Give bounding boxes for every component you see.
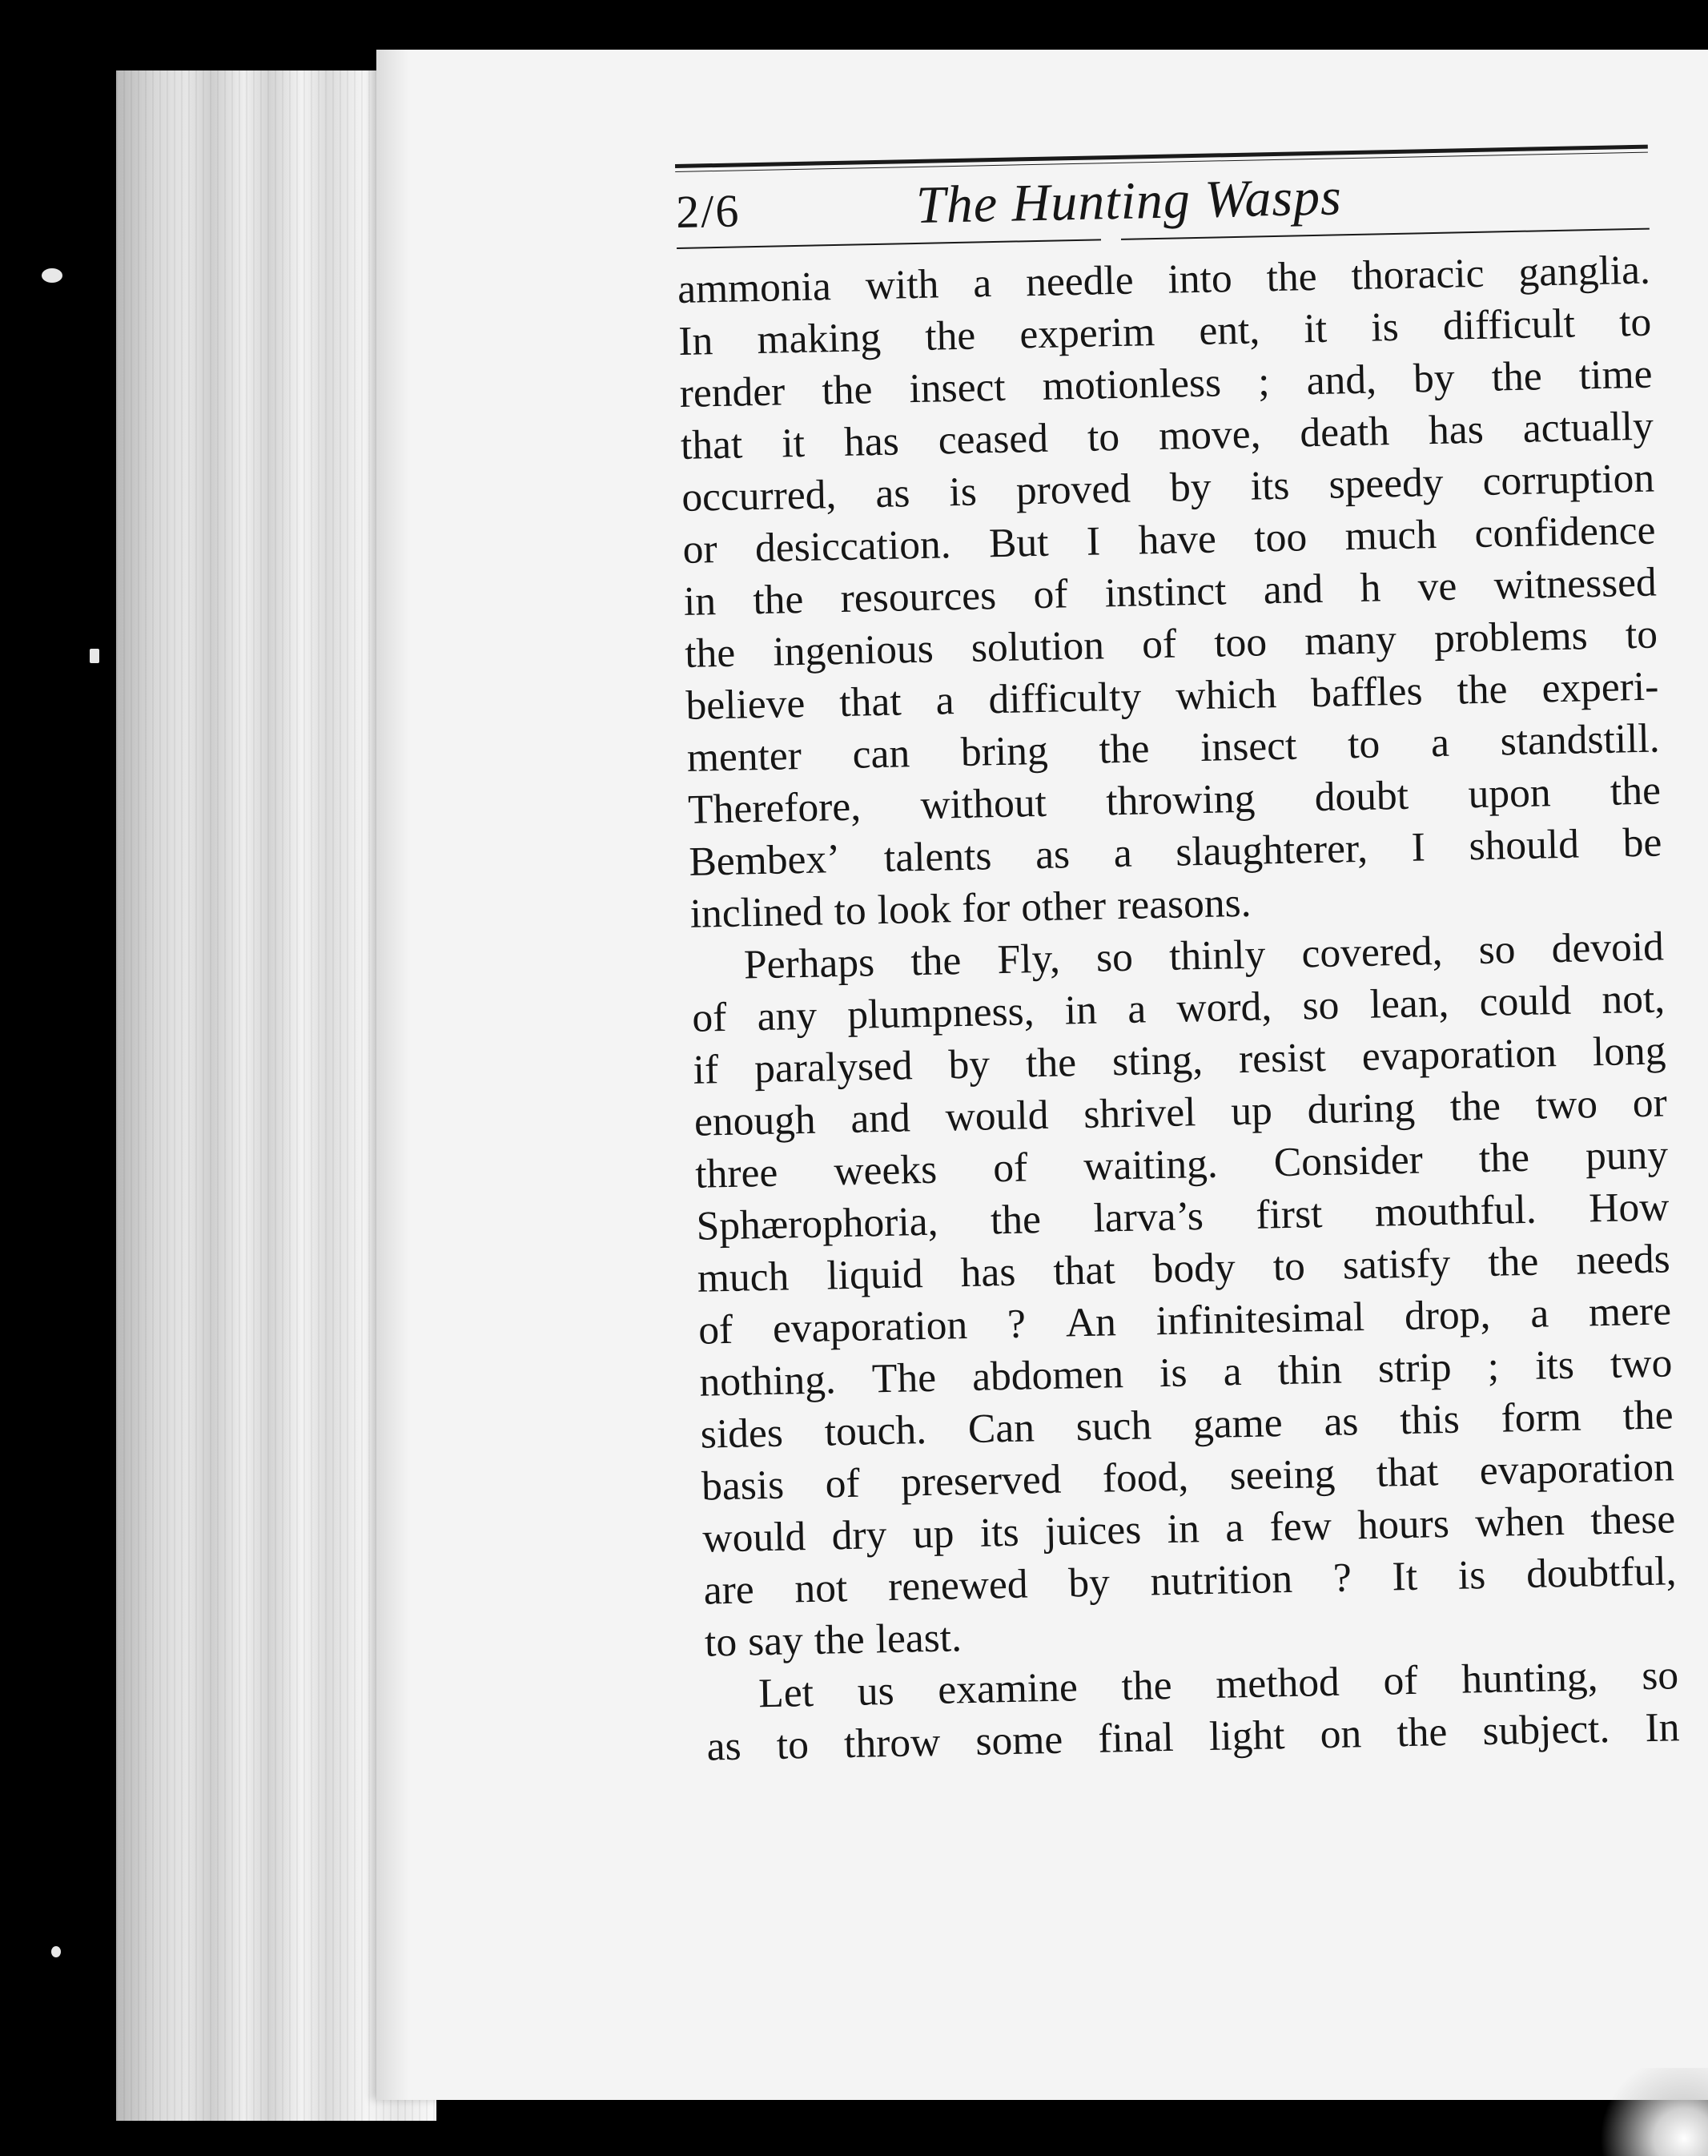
dust-speck: [90, 649, 99, 663]
light-glare: [1588, 2068, 1708, 2156]
text-line: if paralysed by the sting, resist evaporation long: [693, 1028, 1667, 1093]
text-line: to say the least.: [704, 1615, 963, 1666]
text-line: that it has ceased to move, death has actually: [680, 403, 1654, 469]
text-line: the ingenious solution of too many problems to: [684, 611, 1658, 677]
text-line: menter can bring the insect to a standstill.: [686, 715, 1661, 781]
text-line: as to throw some final light on the subject. In: [706, 1704, 1680, 1770]
text-line: Bembex’ talents as a slaughterer, I should be: [688, 819, 1662, 885]
text-line: Perhaps the Fly, so thinly covered, so devoid: [743, 923, 1665, 988]
body-text: [677, 244, 1680, 1773]
text-line: believe that a difficulty which baffles the experi-: [685, 663, 1659, 729]
text-line: or desiccation. But I have too much confidence: [682, 507, 1656, 573]
text-line: sides touch. Can such game as this form the: [700, 1392, 1674, 1458]
text-line: Therefore, without throwing doubt upon the: [687, 767, 1662, 833]
running-title: The Hunting Wasps: [915, 167, 1343, 235]
text-line: render the insect motionless ; and, by the time: [679, 351, 1653, 416]
text-line: much liquid has that body to satisfy the needs: [697, 1236, 1671, 1301]
text-line: inclined to look for other reasons.: [689, 879, 1252, 937]
dust-speck: [51, 1946, 61, 1957]
text-line: are not renewed by nutrition ? It is doubtful,: [703, 1548, 1678, 1614]
text-line: of evaporation ? An infinitesimal drop, a mere: [697, 1288, 1672, 1354]
page-number: 2/6: [675, 184, 741, 238]
text-line: three weeks of waiting. Consider the puny: [694, 1132, 1669, 1197]
text-line: In making the experim ent, it is difficult to: [677, 299, 1652, 364]
text-line: in the resources of instinct and h ve witnessed: [683, 559, 1658, 625]
text-line: enough and would shrivel up during the two or: [693, 1080, 1668, 1145]
page-content: [675, 145, 1680, 1773]
text-line: occurred, as is proved by its speedy corruption: [681, 455, 1655, 521]
text-line: nothing. The abdomen is a thin strip ; its two: [698, 1340, 1673, 1406]
text-line: Let us examine the method of hunting, so: [758, 1652, 1679, 1717]
text-line: basis of preserved food, seeing that evaporation: [701, 1444, 1675, 1510]
dust-speck: [42, 268, 62, 283]
text-line: would dry up its juices in a few hours when these: [701, 1496, 1676, 1562]
text-line: of any plumpness, in a word, so lean, could not,: [691, 975, 1666, 1041]
text-line: Sphærophoria, the larva’s first mouthful. How: [696, 1184, 1670, 1249]
text-line: ammonia with a needle into the thoracic ganglia.: [677, 247, 1651, 312]
running-head: [675, 161, 1649, 247]
